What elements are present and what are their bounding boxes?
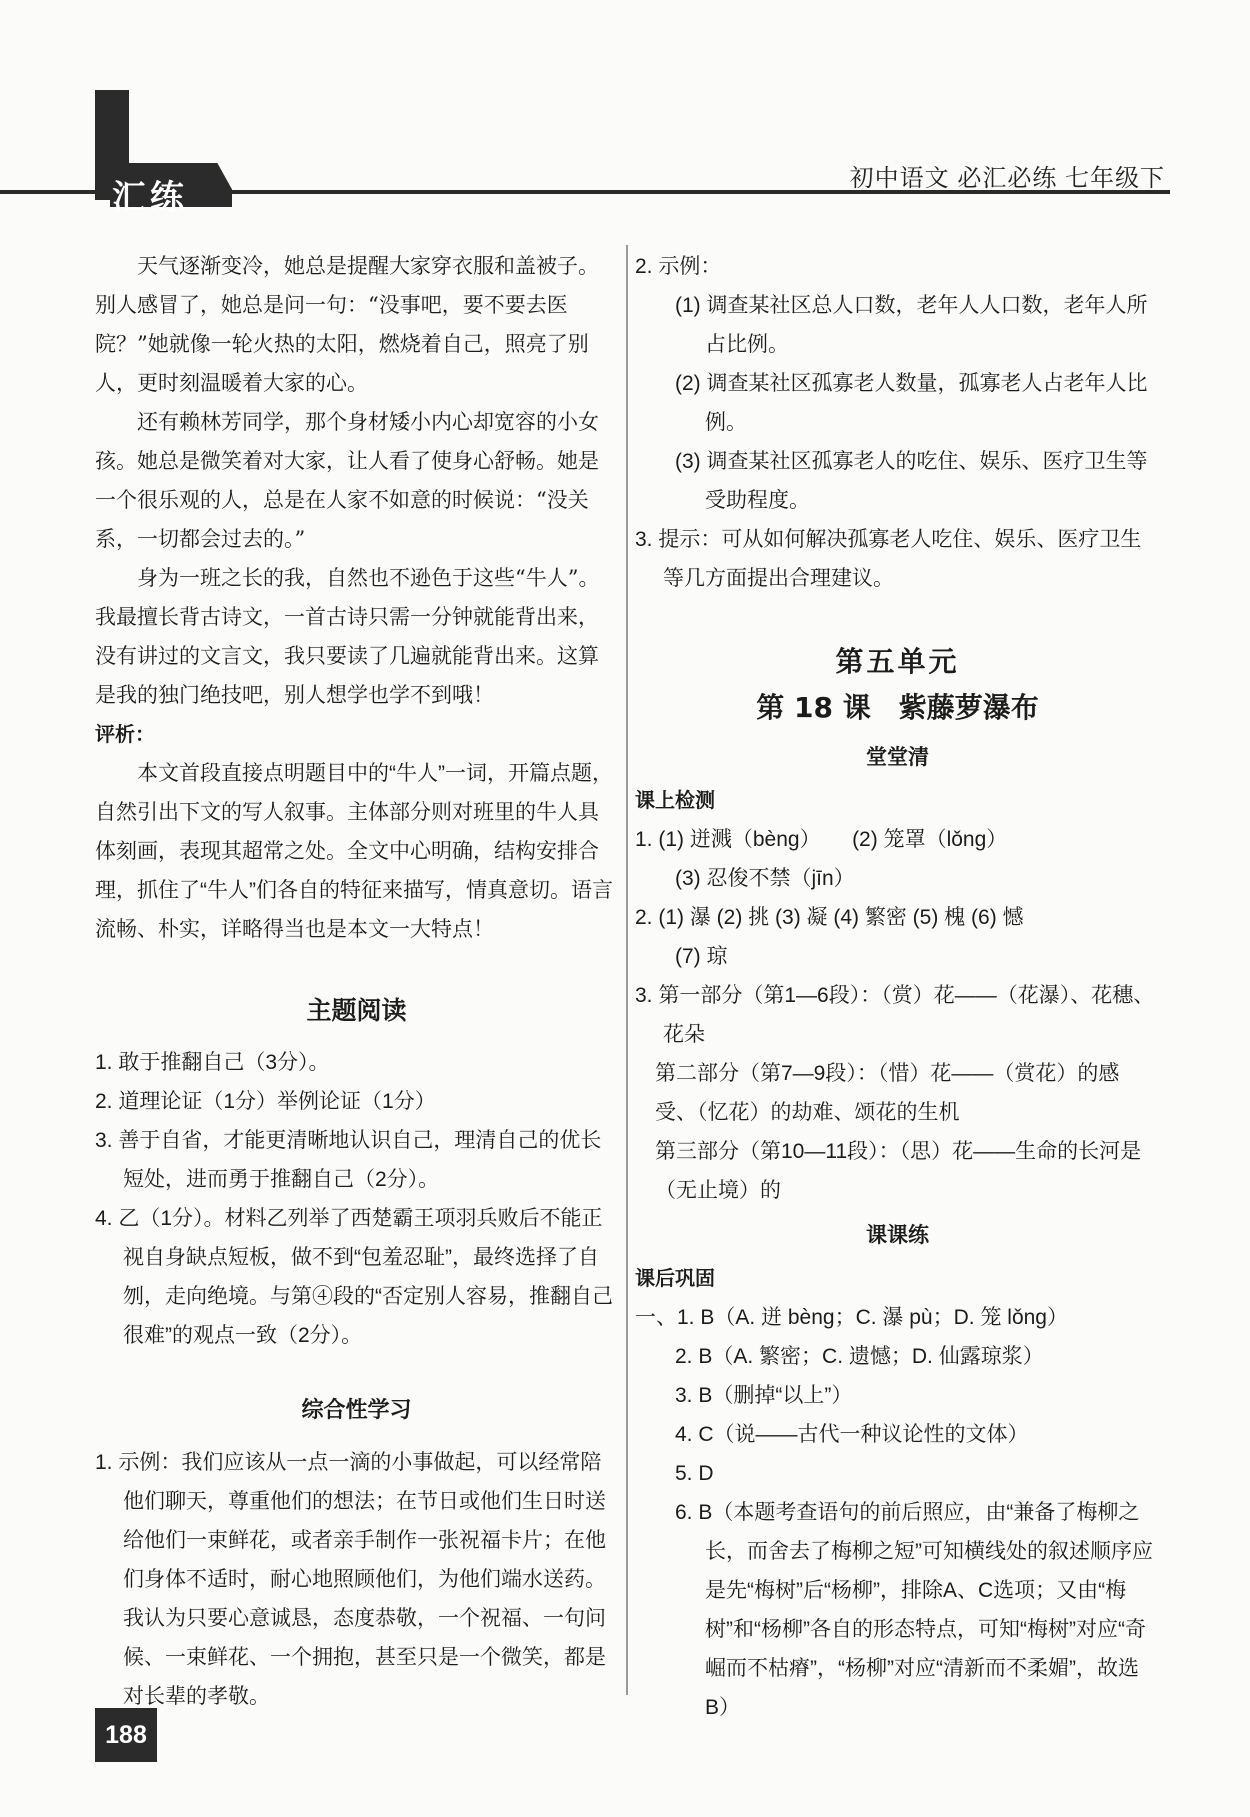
answer-item: (3) 忍俊不禁（jīn） bbox=[675, 867, 855, 890]
comment-text: 本文首段直接点明题目中的“牛人”一词，开篇点题，自然引出下文的写人叙事。主体部分则对班里的牛人具体刻画，表现其超常之处。全文中心明确，结构安排合理，抓住了“牛人”们各自的特征来描写，情真意切。语言流畅、朴实，详略得当也是本文一大特点！ bbox=[95, 762, 613, 941]
answer-item: (3) 调查某社区孤寡老人的吃住、娱乐、医疗卫生等受助程度。 bbox=[675, 450, 1148, 512]
answer-item: 5. D bbox=[675, 1462, 714, 1485]
answer-item: 2. B（A. 繁密；C. 遗憾；D. 仙露琼浆） bbox=[675, 1345, 1044, 1368]
answer-item: 3. B（删掉“以上”） bbox=[675, 1384, 853, 1407]
answer-item: 3. 提示：可从如何解决孤寡老人吃住、娱乐、医疗卫生等几方面提出合理建议。 bbox=[635, 528, 1142, 590]
answer-item: 3. 善于自省，才能更清晰地认识自己，理清自己的优长短处，进而勇于推翻自己（2分）。 bbox=[95, 1129, 602, 1191]
essay-paragraph: 身为一班之长的我，自然也不逊色于这些“牛人”。我最擅长背古诗文，一首古诗只需一分钟就能背出来，没有讲过的文言文，我只要读了几遍就能背出来。这算是我的独门绝技吧，别人想学也学不到哦！ bbox=[95, 566, 600, 707]
class-check-label: 课上检测 bbox=[635, 788, 715, 812]
right-column bbox=[635, 247, 1160, 1727]
after-class-label: 课后巩固 bbox=[635, 1266, 715, 1290]
left-column bbox=[95, 247, 618, 1716]
section-title-theme: 主题阅读 bbox=[306, 996, 407, 1025]
lesson-title: 第 18 课 紫藤萝瀑布 bbox=[756, 691, 1039, 724]
answer-item: 2. (1) 瀑 (2) 挑 (3) 凝 (4) 繁密 (5) 槐 (6) 憾 bbox=[635, 906, 1024, 929]
answer-item: 第三部分（第10—11段）：（思）花——生命的长河是（无止境）的 bbox=[655, 1140, 1142, 1202]
answer-item: 2. 道理论证（1分）举例论证（1分） bbox=[95, 1090, 436, 1113]
page-number: 188 bbox=[95, 1708, 157, 1762]
question-label: 2. 示例： bbox=[635, 255, 722, 278]
answer-item: 4. 乙（1分）。材料乙列举了西楚霸王项羽兵败后不能正视自身缺点短板，做不到“包羞忍耻”，最终选择了自刎，走向绝境。与第④段的“否定别人容易，推翻自己很难”的观点一致（2分）。 bbox=[95, 1207, 613, 1347]
answer-item: (1) 调查某社区总人口数，老年人人口数，老年人所占比例。 bbox=[675, 294, 1148, 356]
header-badge-label: 汇练 bbox=[112, 178, 188, 218]
subsection-title: 课课练 bbox=[866, 1223, 929, 1247]
essay-paragraph: 还有赖林芳同学，那个身材矮小内心却宽容的小女孩。她总是微笑着对大家，让人看了使身心舒畅。她是一个很乐观的人，总是在人家不如意的时候说：“没关系，一切都会过去的。” bbox=[95, 410, 599, 551]
essay-paragraph: 天气逐渐变冷，她总是提醒大家穿衣服和盖被子。别人感冒了，她总是问一句：“没事吧，要不要去医院？”她就像一轮火热的太阳，燃烧着自己，照亮了别人，更时刻温暖着大家的心。 bbox=[95, 254, 599, 395]
subsection-title: 堂堂清 bbox=[866, 745, 929, 769]
answer-item: 3. 第一部分（第1—6段）：（赏）花——（花瀑）、花穗、花朵 bbox=[635, 984, 1155, 1046]
answer-item: (7) 琼 bbox=[675, 945, 728, 968]
book-title: 初中语文 必汇必练 七年级下 bbox=[849, 165, 1165, 192]
answer-item: 第二部分（第7—9段）：（惜）花——（赏花）的感受、（忆花）的劫难、颂花的生机 bbox=[655, 1062, 1120, 1124]
answer-item: 1. (1) 迸溅（bèng） (2) 笼罩（lǒng） bbox=[635, 828, 1008, 851]
answer-item: 1. 敢于推翻自己（3分）。 bbox=[95, 1051, 330, 1074]
unit-title: 第五单元 bbox=[835, 645, 960, 678]
comment-label: 评析： bbox=[95, 722, 155, 746]
column-divider bbox=[626, 245, 628, 1695]
answer-item: 1. 示例：我们应该从一点一滴的小事做起，可以经常陪他们聊天，尊重他们的想法；在节日或他们生日时送给他们一束鲜花，或者亲手制作一张祝福卡片；在他们身体不适时，耐心地照顾他们，为他们端水送药。我认为只要心意诚恳，态度恭敬，一个祝福、一句问候、一束鲜花、一个拥抱，甚至只是一个微笑，都是对长辈的孝敬。 bbox=[95, 1451, 606, 1708]
section-title-study: 综合性学习 bbox=[301, 1398, 412, 1423]
answer-item: 4. C（说——古代一种议论性的文体） bbox=[675, 1423, 1029, 1446]
answer-item: 一、1. B（A. 迸 bèng；C. 瀑 pù；D. 笼 lǒng） bbox=[635, 1306, 1068, 1329]
answer-item: (2) 调查某社区孤寡老人数量，孤寡老人占老年人比例。 bbox=[675, 372, 1148, 434]
answer-item: 6. B（本题考查语句的前后照应，由“兼备了梅柳之长，而舍去了梅柳之短”可知横线处的叙述顺序应是先“梅树”后“杨柳”，排除A、C选项；又由“梅树”和“杨柳”各自的形态特点，可知“梅树”对应“奇崛而不枯瘠”，“杨柳”对应“清新而不柔媚”，故选B） bbox=[675, 1501, 1153, 1719]
